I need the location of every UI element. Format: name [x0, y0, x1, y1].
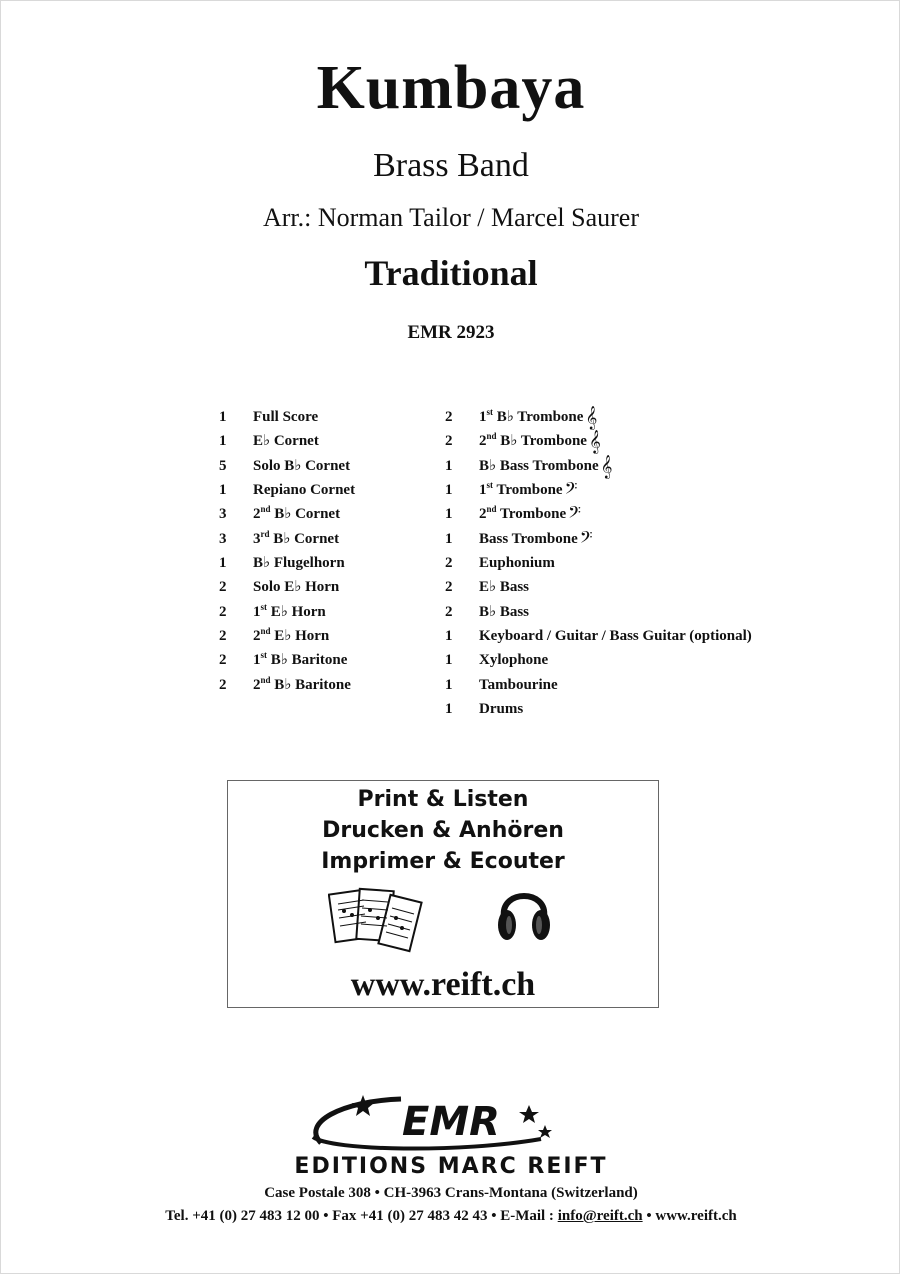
subtitle: Brass Band	[373, 147, 529, 184]
part-name-text: E♭ Cornet	[253, 433, 319, 450]
part-row	[219, 551, 355, 575]
emr-logo	[301, 1093, 601, 1153]
part-name	[253, 673, 351, 697]
part-name	[479, 648, 548, 672]
part-quantity: 2	[219, 676, 227, 693]
part-name-text: Drums	[479, 701, 524, 718]
part-name-text: 1	[253, 652, 261, 669]
part-name-text: Tambourine	[479, 676, 558, 693]
part-name	[479, 551, 555, 575]
parts-list-right	[445, 405, 752, 721]
part-name	[479, 624, 752, 648]
part-name-text: Euphonium	[479, 555, 555, 572]
part-row	[219, 648, 355, 672]
part-row	[445, 429, 752, 453]
part-quantity: 1	[445, 701, 453, 718]
part-quantity: 2	[445, 579, 453, 596]
part-quantity: 1	[445, 506, 453, 523]
logo-text: EMR	[402, 1099, 500, 1145]
contact-prefix: Tel. +41 (0) 27 483 12 00 • Fax +41 (0) 27 483 42 43 • E-Mail :	[165, 1208, 558, 1224]
publisher-name: EDITIONS MARC REIFT	[294, 1154, 608, 1179]
part-name-text: B♭ Bass Trombone	[479, 457, 599, 474]
promo-line-imprimer: Imprimer & Ecouter	[321, 849, 565, 874]
publisher-contact	[1, 1208, 900, 1225]
part-quantity: 2	[445, 409, 453, 425]
part-name-text: 1	[253, 603, 261, 620]
part-name-text: B♭ Bass	[479, 603, 530, 620]
part-quantity: 1	[445, 457, 453, 474]
promo-box	[227, 780, 659, 1008]
part-quantity: 1	[445, 676, 453, 693]
part-name-rest: B♭ Baritone	[267, 652, 348, 669]
clef-icon: 𝄢	[579, 526, 593, 551]
part-name	[253, 454, 350, 478]
part-quantity: 1	[445, 652, 453, 669]
ordinal-suffix: nd	[486, 504, 497, 515]
ordinal-suffix: nd	[260, 674, 271, 685]
part-name	[479, 527, 593, 551]
sheet-music-icon	[328, 884, 424, 958]
part-row	[219, 624, 355, 648]
part-name	[479, 502, 581, 526]
part-name-text: 1	[479, 482, 487, 499]
part-quantity: 5	[219, 457, 227, 474]
publisher-address: Case Postale 308 • CH-3963 Crans-Montana (Switzerland)	[264, 1185, 638, 1201]
part-quantity: 3	[219, 530, 227, 547]
part-quantity: 2	[219, 603, 227, 620]
ordinal-suffix: nd	[260, 504, 271, 515]
ordinal-suffix: st	[260, 650, 267, 661]
part-name	[253, 575, 339, 599]
part-name	[253, 551, 345, 575]
part-name	[479, 600, 529, 624]
ordinal-suffix: rd	[260, 528, 270, 539]
part-row	[445, 673, 752, 697]
part-row	[445, 551, 752, 575]
part-name	[479, 697, 523, 721]
part-name-text: Solo B♭ Cornet	[253, 457, 351, 474]
ordinal-suffix: st	[486, 480, 493, 491]
part-quantity: 2	[445, 555, 453, 572]
part-quantity: 1	[219, 409, 227, 425]
part-name-text: Repiano Cornet	[253, 482, 356, 499]
part-name-rest: B♭ Trombone	[493, 409, 584, 425]
part-quantity: 1	[219, 482, 227, 499]
catalog-number: EMR 2923	[407, 322, 495, 343]
ordinal-suffix: st	[486, 407, 493, 417]
part-quantity: 1	[219, 433, 227, 450]
clef-icon: 𝄞	[585, 405, 598, 429]
part-name	[253, 648, 347, 672]
part-name-rest: E♭ Horn	[267, 603, 326, 620]
part-row	[445, 405, 752, 429]
part-name-text: 2	[253, 676, 261, 693]
part-name-text: Full Score	[253, 409, 319, 425]
part-name	[253, 405, 318, 429]
part-row	[219, 478, 355, 502]
part-name-text: 2	[479, 433, 487, 450]
part-row	[445, 624, 752, 648]
part-quantity: 1	[445, 482, 453, 499]
part-name	[479, 673, 558, 697]
contact-suffix: • www.reift.ch	[642, 1208, 737, 1224]
part-name-text: 1	[479, 409, 487, 425]
part-name-text: 2	[253, 628, 261, 645]
part-name	[479, 575, 529, 599]
part-name-rest: Trombone	[496, 506, 567, 523]
part-name-text: Bass Trombone	[479, 530, 578, 547]
part-row	[219, 575, 355, 599]
part-row	[219, 429, 355, 453]
part-row	[445, 527, 752, 551]
part-row	[445, 478, 752, 502]
part-row	[445, 502, 752, 526]
email-link[interactable]: info@reift.ch	[557, 1208, 643, 1224]
promo-website: www.reift.ch	[350, 966, 536, 1003]
ordinal-suffix: nd	[260, 626, 271, 637]
part-name-text: B♭ Flugelhorn	[253, 555, 345, 572]
clef-icon: 𝄞	[588, 429, 601, 454]
promo-line-drucken: Drucken & Anhören	[322, 818, 564, 843]
clef-icon: 𝄢	[568, 502, 581, 527]
part-name	[253, 527, 339, 551]
part-name-text: Xylophone	[479, 652, 549, 669]
part-name-text: 3	[253, 530, 261, 547]
part-name-rest: B♭ Trombone	[496, 433, 587, 450]
ordinal-suffix: st	[260, 601, 267, 612]
part-row	[445, 575, 752, 599]
part-quantity: 2	[219, 628, 227, 645]
part-name-rest: B♭ Cornet	[269, 530, 340, 547]
part-row	[445, 600, 752, 624]
part-name-text: Keyboard / Guitar / Bass Guitar (optional)	[479, 628, 752, 645]
part-quantity: 2	[445, 433, 453, 450]
ordinal-suffix: nd	[486, 431, 497, 442]
part-row	[219, 454, 355, 478]
part-name	[253, 478, 355, 502]
part-quantity: 2	[219, 652, 227, 669]
part-name-rest: B♭ Cornet	[270, 506, 341, 523]
part-name	[479, 429, 601, 453]
part-name-text: 2	[253, 506, 261, 523]
clef-icon: 𝄞	[600, 453, 613, 478]
part-row	[219, 405, 355, 429]
headphones-icon	[494, 879, 554, 945]
part-name-text: E♭ Bass	[479, 579, 530, 596]
page-title: Kumbaya	[316, 54, 586, 122]
part-row	[445, 697, 752, 721]
parts-list-left	[219, 405, 355, 697]
part-name	[253, 624, 329, 648]
part-name-text: 2	[479, 506, 487, 523]
part-quantity: 1	[445, 628, 453, 645]
part-quantity: 2	[219, 579, 227, 596]
part-name-rest: E♭ Horn	[270, 628, 330, 645]
part-quantity: 1	[445, 530, 453, 547]
part-name	[479, 478, 577, 502]
composer-credit: Traditional	[364, 253, 538, 293]
part-row	[445, 454, 752, 478]
part-name	[253, 502, 340, 526]
promo-line-print-listen: Print & Listen	[357, 787, 529, 812]
part-name-rest: Trombone	[493, 482, 563, 499]
part-name	[479, 405, 597, 429]
part-row	[219, 673, 355, 697]
part-row	[219, 600, 355, 624]
part-name	[479, 454, 612, 478]
clef-icon: 𝄢	[564, 478, 578, 503]
arranger-credit: Arr.: Norman Tailor / Marcel Saurer	[262, 203, 640, 232]
part-quantity: 1	[219, 555, 227, 572]
part-quantity: 2	[445, 603, 453, 620]
part-name	[253, 600, 326, 624]
part-quantity: 3	[219, 506, 227, 523]
part-row	[219, 527, 355, 551]
part-name	[253, 429, 319, 453]
part-name-rest: B♭ Baritone	[270, 676, 351, 693]
part-name-text: Solo E♭ Horn	[253, 579, 340, 596]
part-row	[219, 502, 355, 526]
part-row	[445, 648, 752, 672]
